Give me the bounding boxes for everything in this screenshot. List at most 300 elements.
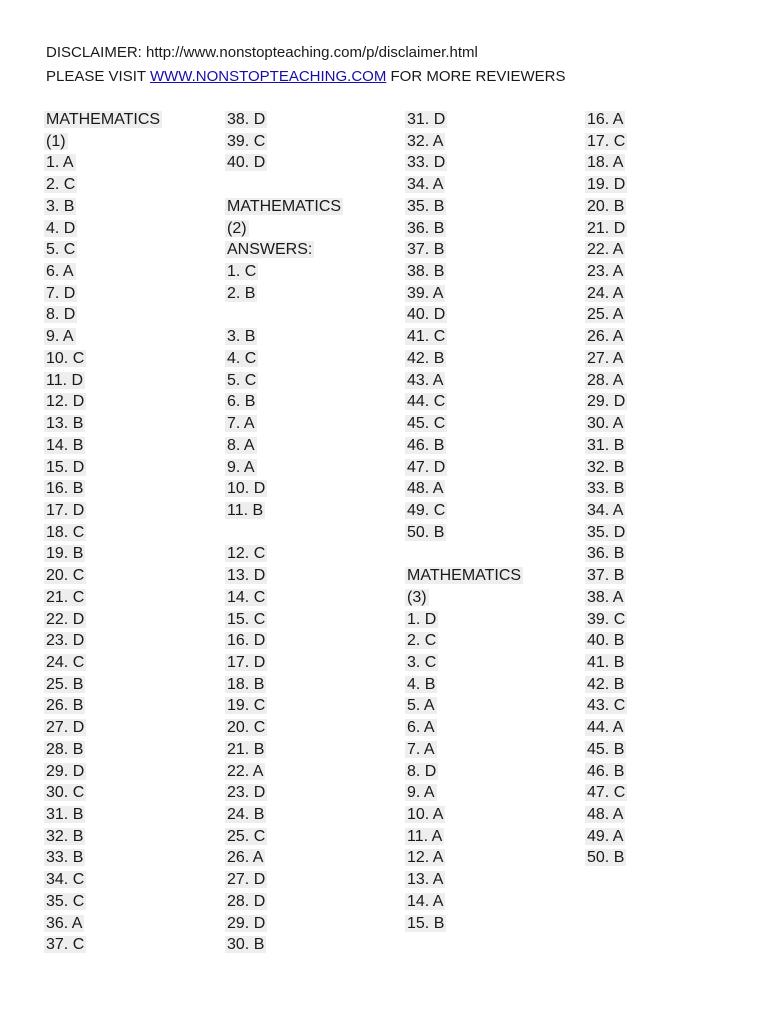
answer-item: [227, 435, 343, 457]
line-text: 3. B: [227, 328, 256, 346]
line-text: 31. D: [407, 111, 446, 128]
answer-item: [587, 565, 627, 587]
answer-item: [407, 869, 523, 891]
line-text: 32. B: [46, 827, 84, 845]
line-text: 22. A: [587, 241, 624, 259]
line-text: (3): [407, 588, 427, 606]
line-text: 13. B: [46, 415, 84, 433]
line-text: 5. C: [227, 371, 257, 389]
answer-item: [407, 913, 523, 935]
line-text: ANSWERS:: [227, 241, 313, 259]
answer-item: [407, 652, 523, 674]
answer-item: [46, 500, 162, 522]
section-heading: [227, 239, 343, 261]
line-text: 26. A: [587, 328, 624, 346]
answer-item: [587, 391, 627, 413]
line-text: 7. A: [407, 740, 435, 758]
line-text: 35. C: [46, 892, 85, 910]
answer-item: [587, 478, 627, 500]
answer-item: [407, 326, 523, 348]
answer-item: [407, 674, 523, 696]
line-text: 8. D: [407, 762, 437, 780]
answer-item: [587, 435, 627, 457]
line-text: 8. A: [227, 436, 255, 454]
line-text: MATHEMATICS: [407, 567, 522, 585]
answer-column-4: [587, 109, 627, 869]
answer-item: [46, 522, 162, 544]
answer-item: [407, 630, 523, 652]
line-text: 36. B: [407, 219, 445, 237]
line-text: 10. A: [407, 806, 444, 823]
line-text: 17. D: [227, 653, 266, 671]
line-text: 23. A: [587, 263, 624, 281]
line-text: 11. B: [227, 501, 264, 519]
line-text: 29. D: [227, 914, 266, 932]
line-text: 19. B: [46, 545, 84, 563]
section-heading: [407, 565, 523, 587]
line-text: 21. C: [46, 588, 85, 606]
line-text: 47. C: [587, 784, 626, 802]
line-text: 6. A: [46, 263, 74, 281]
line-text: 46. B: [407, 436, 445, 454]
answer-item: [46, 587, 162, 609]
answer-item: [407, 283, 523, 305]
line-text: 37. C: [46, 936, 85, 954]
line-text: 3. C: [407, 653, 437, 671]
answer-item: [46, 239, 162, 261]
answer-item: [227, 913, 343, 935]
line-text: 25. C: [227, 827, 266, 845]
answer-item: [587, 413, 627, 435]
answer-item: [587, 782, 627, 804]
line-text: 33. B: [587, 480, 625, 498]
answer-item: [587, 261, 627, 283]
line-text: 37. B: [407, 241, 445, 259]
line-text: 11. A: [407, 827, 443, 845]
answer-item: [407, 348, 523, 370]
answer-item: [46, 565, 162, 587]
answer-item: [587, 131, 627, 153]
answer-item: [46, 934, 162, 956]
line-text: 30. C: [46, 784, 85, 802]
answer-item: [587, 348, 627, 370]
answer-item: [407, 196, 523, 218]
answer-item: [407, 739, 523, 761]
line-text: 33. B: [46, 849, 84, 867]
line-text: 4. D: [46, 219, 76, 237]
line-text: 31. B: [46, 806, 84, 823]
answer-item: [46, 348, 162, 370]
line-text: 43. A: [407, 371, 444, 389]
answer-item: [407, 847, 523, 869]
answer-item: [46, 478, 162, 500]
line-text: 42. B: [407, 349, 445, 367]
line-text: 19. C: [227, 697, 266, 715]
answer-item: [407, 522, 523, 544]
answer-item: [407, 109, 523, 131]
answer-item: [46, 739, 162, 761]
answer-item: [227, 717, 343, 739]
answer-item: [587, 174, 627, 196]
line-text: 36. A: [46, 914, 83, 932]
answer-item: [227, 478, 343, 500]
answer-item: [227, 674, 343, 696]
website-link[interactable]: WWW.NONSTOPTEACHING.COM: [149, 68, 387, 85]
line-text: 35. D: [587, 523, 626, 541]
line-text: 20. C: [46, 567, 85, 585]
spacer-line: [407, 543, 523, 565]
line-text: [225, 524, 229, 541]
answer-item: [227, 782, 343, 804]
answer-item: [587, 196, 627, 218]
line-text: (1): [46, 132, 66, 150]
disclaimer-line: DISCLAIMER: http://www.nonstopteaching.com/p/disclaimer.html: [46, 44, 478, 61]
line-text: 1. C: [227, 263, 257, 281]
answer-item: [227, 283, 343, 305]
visit-suffix: FOR MORE REVIEWERS: [386, 68, 566, 85]
line-text: 30. B: [227, 936, 265, 954]
answer-item: [587, 457, 627, 479]
answer-item: [227, 370, 343, 392]
answer-item: [587, 761, 627, 783]
line-text: 33. D: [407, 154, 446, 172]
answer-item: [407, 152, 523, 174]
answer-item: [46, 652, 162, 674]
answer-item: [46, 782, 162, 804]
line-text: 20. C: [227, 719, 266, 737]
line-text: 42. B: [587, 675, 625, 693]
answer-column-1: [46, 109, 162, 956]
answer-item: [227, 630, 343, 652]
answer-column-3: [407, 109, 523, 934]
line-text: 50. B: [587, 849, 625, 867]
answer-item: [587, 370, 627, 392]
answer-item: [227, 804, 343, 826]
line-text: 44. C: [407, 393, 446, 411]
line-text: 46. B: [587, 762, 625, 780]
answer-item: [46, 304, 162, 326]
line-text: 16. D: [227, 632, 266, 650]
answer-item: [227, 348, 343, 370]
line-text: 17. D: [46, 501, 85, 519]
answer-item: [46, 543, 162, 565]
line-text: 26. A: [227, 849, 264, 867]
line-text: 12. A: [407, 849, 444, 867]
line-text: 37. B: [587, 567, 625, 585]
line-text: 43. C: [587, 697, 626, 715]
line-text: 45. B: [587, 740, 625, 758]
answer-item: [407, 131, 523, 153]
answer-item: [46, 174, 162, 196]
answer-item: [587, 152, 627, 174]
answer-item: [46, 391, 162, 413]
line-text: 10. C: [46, 349, 85, 367]
answer-item: [227, 826, 343, 848]
line-text: [405, 545, 409, 562]
line-text: 4. B: [407, 675, 436, 693]
line-text: 21. B: [227, 740, 265, 758]
answer-item: [46, 261, 162, 283]
line-text: 34. A: [587, 501, 624, 519]
answer-item: [587, 652, 627, 674]
answer-item: [407, 304, 523, 326]
line-text: 48. A: [407, 480, 444, 498]
line-text: 2. B: [227, 284, 256, 302]
line-text: 49. A: [587, 827, 624, 845]
line-text: 28. A: [587, 371, 624, 389]
line-text: 9. A: [227, 458, 255, 476]
line-text: 49. C: [407, 501, 446, 519]
answer-item: [46, 218, 162, 240]
line-text: 12. C: [227, 545, 266, 563]
answer-item: [587, 739, 627, 761]
line-text: 38. D: [227, 111, 266, 128]
answer-item: [407, 609, 523, 631]
answer-item: [407, 435, 523, 457]
line-text: 29. D: [46, 762, 85, 780]
line-text: 28. B: [46, 740, 84, 758]
answer-item: [407, 391, 523, 413]
line-text: 16. B: [46, 480, 84, 498]
answer-item: [587, 109, 627, 131]
line-text: 48. A: [587, 806, 624, 823]
line-text: 18. A: [587, 154, 624, 172]
line-text: 12. D: [46, 393, 85, 411]
answer-item: [46, 413, 162, 435]
answer-item: [407, 500, 523, 522]
answer-item: [227, 500, 343, 522]
answer-item: [227, 391, 343, 413]
line-text: 50. B: [407, 523, 445, 541]
line-text: 20. B: [587, 197, 625, 215]
line-text: 32. A: [407, 132, 444, 150]
line-text: 15. D: [46, 458, 85, 476]
line-text: 22. D: [46, 610, 85, 628]
answer-item: [46, 913, 162, 935]
answer-item: [227, 739, 343, 761]
section-heading: [407, 587, 523, 609]
answer-item: [407, 457, 523, 479]
line-text: MATHEMATICS: [227, 197, 342, 215]
line-text: 15. C: [227, 610, 266, 628]
answer-item: [587, 717, 627, 739]
line-text: 10. D: [227, 480, 266, 498]
answer-item: [46, 695, 162, 717]
answer-item: [587, 326, 627, 348]
line-text: 34. C: [46, 871, 85, 889]
line-text: 28. D: [227, 892, 266, 910]
answer-item: [46, 869, 162, 891]
answer-item: [227, 587, 343, 609]
line-text: 40. D: [407, 306, 446, 324]
answer-item: [407, 761, 523, 783]
answer-item: [46, 717, 162, 739]
line-text: 14. C: [227, 588, 266, 606]
answer-item: [587, 847, 627, 869]
line-text: 44. A: [587, 719, 624, 737]
answer-item: [227, 131, 343, 153]
line-text: 1. D: [407, 610, 437, 628]
line-text: 17. C: [587, 132, 626, 150]
line-text: 39. C: [587, 610, 626, 628]
answer-item: [227, 869, 343, 891]
spacer-line: [227, 174, 343, 196]
line-text: 45. C: [407, 415, 446, 433]
line-text: 27. D: [227, 871, 266, 889]
line-text: 35. B: [407, 197, 445, 215]
answer-item: [227, 652, 343, 674]
line-text: 24. C: [46, 653, 85, 671]
line-text: 19. D: [587, 176, 626, 194]
line-text: 4. C: [227, 349, 257, 367]
line-text: 16. A: [587, 111, 624, 128]
section-heading: [46, 109, 162, 131]
answer-item: [227, 109, 343, 131]
line-text: 40. B: [587, 632, 625, 650]
answer-item: [227, 326, 343, 348]
line-text: 18. C: [46, 523, 85, 541]
answer-item: [227, 934, 343, 956]
answer-item: [407, 370, 523, 392]
answer-item: [587, 218, 627, 240]
line-text: [225, 306, 229, 323]
line-text: 2. C: [46, 176, 76, 194]
answer-item: [46, 609, 162, 631]
line-text: 27. A: [587, 349, 624, 367]
line-text: MATHEMATICS: [46, 111, 161, 128]
answer-item: [46, 196, 162, 218]
line-text: 22. A: [227, 762, 264, 780]
line-text: 47. D: [407, 458, 446, 476]
line-text: 7. A: [227, 415, 255, 433]
line-text: (2): [227, 219, 247, 237]
answer-item: [407, 261, 523, 283]
section-heading: [227, 196, 343, 218]
line-text: 31. B: [587, 436, 625, 454]
answer-item: [46, 847, 162, 869]
line-text: 25. A: [587, 306, 624, 324]
answer-item: [587, 522, 627, 544]
answer-item: [227, 565, 343, 587]
line-text: 32. B: [587, 458, 625, 476]
answer-item: [407, 174, 523, 196]
line-text: 39. A: [407, 284, 444, 302]
answer-item: [46, 674, 162, 696]
answer-item: [587, 609, 627, 631]
answer-item: [407, 218, 523, 240]
line-text: 39. C: [227, 132, 266, 150]
answer-item: [407, 782, 523, 804]
answer-item: [587, 587, 627, 609]
line-text: 41. B: [587, 653, 625, 671]
answer-item: [407, 804, 523, 826]
answer-item: [227, 152, 343, 174]
answer-item: [587, 543, 627, 565]
answer-item: [587, 674, 627, 696]
answer-item: [407, 891, 523, 913]
answer-item: [587, 804, 627, 826]
answer-item: [227, 695, 343, 717]
line-text: 7. D: [46, 284, 76, 302]
answer-item: [587, 500, 627, 522]
answer-item: [46, 435, 162, 457]
line-text: 27. D: [46, 719, 85, 737]
answer-item: [46, 283, 162, 305]
line-text: [225, 176, 229, 193]
line-text: 21. D: [587, 219, 626, 237]
line-text: 13. D: [227, 567, 266, 585]
visit-line: [46, 65, 566, 89]
line-text: 41. C: [407, 328, 446, 346]
spacer-line: [227, 304, 343, 326]
answer-item: [407, 239, 523, 261]
line-text: 1. A: [46, 154, 74, 172]
answer-item: [407, 478, 523, 500]
section-heading: [46, 131, 162, 153]
line-text: 9. A: [407, 784, 435, 802]
line-text: 14. B: [46, 436, 84, 454]
answer-item: [407, 717, 523, 739]
line-text: 24. B: [227, 806, 265, 823]
line-text: 40. D: [227, 154, 266, 172]
line-text: 24. A: [587, 284, 624, 302]
answer-item: [227, 609, 343, 631]
line-text: 36. B: [587, 545, 625, 563]
line-text: 38. B: [407, 263, 445, 281]
answer-item: [587, 695, 627, 717]
answer-column-2: [227, 109, 343, 956]
answer-item: [46, 370, 162, 392]
line-text: 34. A: [407, 176, 444, 194]
answer-item: [227, 543, 343, 565]
visit-prefix: PLEASE VISIT: [46, 68, 150, 85]
line-text: 18. B: [227, 675, 265, 693]
line-text: 23. D: [227, 784, 266, 802]
answer-item: [46, 761, 162, 783]
answer-item: [407, 413, 523, 435]
answer-item: [227, 761, 343, 783]
answer-item: [407, 695, 523, 717]
line-text: 6. A: [407, 719, 435, 737]
answer-item: [46, 826, 162, 848]
line-text: 14. A: [407, 892, 444, 910]
answer-item: [46, 326, 162, 348]
line-text: 6. B: [227, 393, 256, 411]
line-text: 25. B: [46, 675, 84, 693]
answer-item: [46, 891, 162, 913]
answer-item: [587, 283, 627, 305]
answer-item: [227, 261, 343, 283]
answer-item: [46, 630, 162, 652]
line-text: 2. C: [407, 632, 437, 650]
answer-item: [407, 826, 523, 848]
section-heading: [227, 218, 343, 240]
answer-item: [46, 152, 162, 174]
line-text: 5. A: [407, 697, 435, 715]
line-text: 23. D: [46, 632, 85, 650]
spacer-line: [227, 522, 343, 544]
answer-item: [587, 239, 627, 261]
line-text: 38. A: [587, 588, 624, 606]
answer-item: [46, 804, 162, 826]
document-header: [46, 41, 566, 89]
answer-item: [227, 457, 343, 479]
line-text: 9. A: [46, 328, 74, 346]
line-text: 8. D: [46, 306, 76, 324]
line-text: 5. C: [46, 241, 76, 259]
line-text: 26. B: [46, 697, 84, 715]
answer-item: [587, 826, 627, 848]
